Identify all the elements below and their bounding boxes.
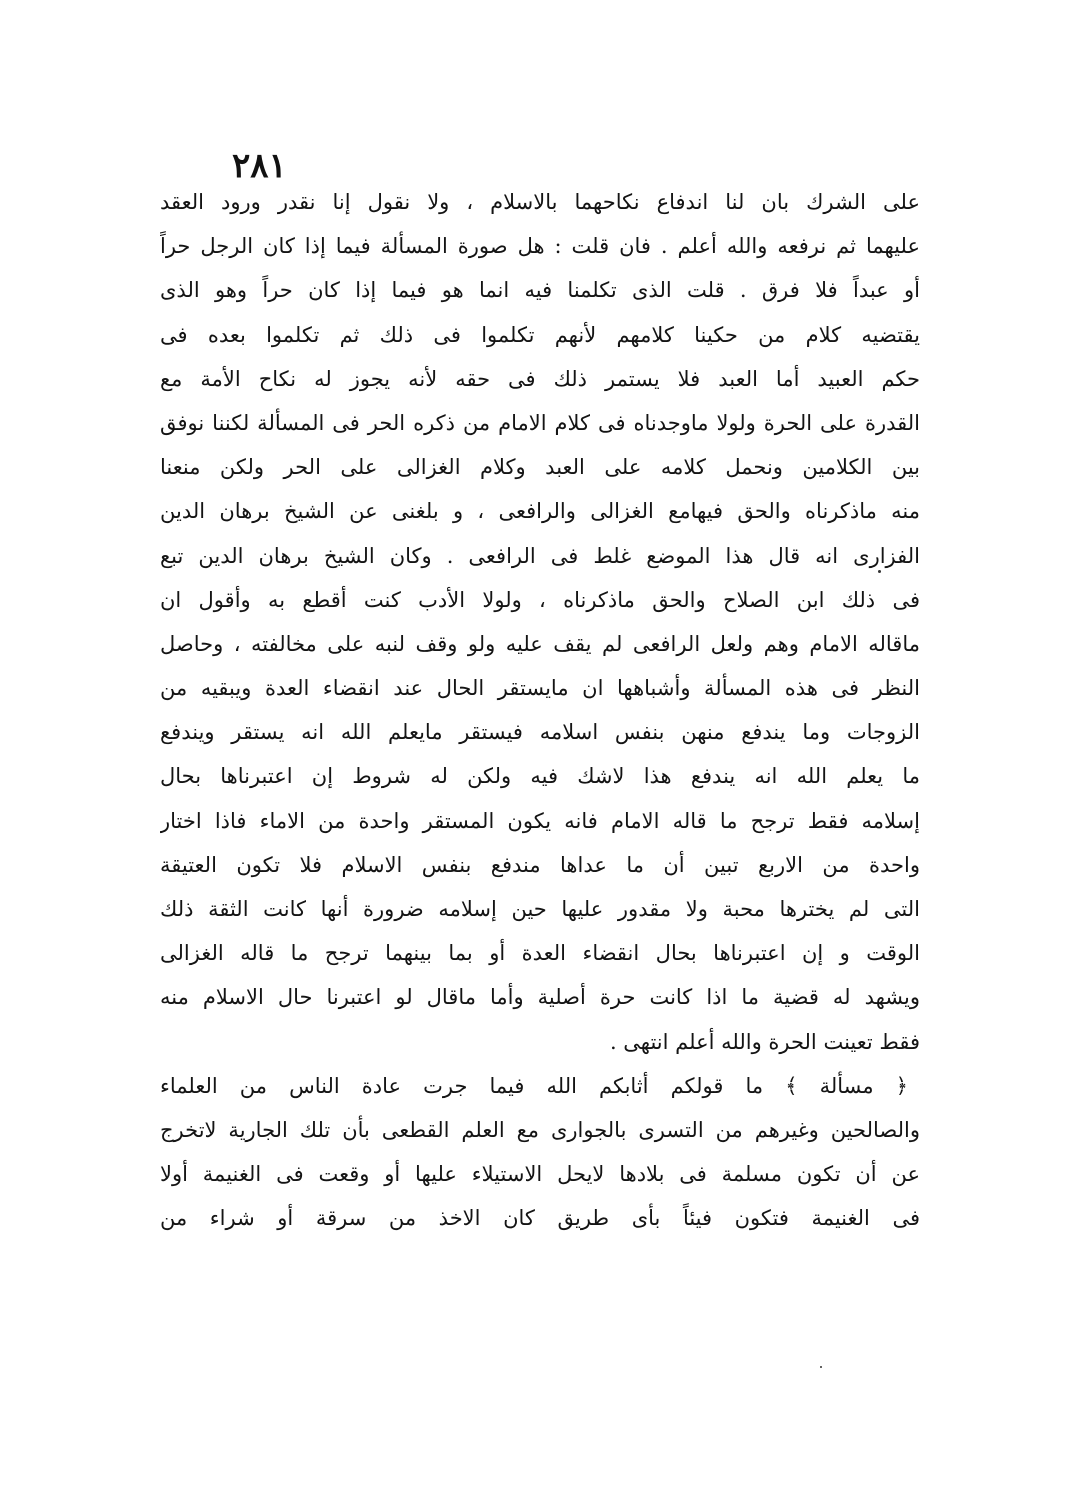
text-line: واحدة من الاربع تبين أن ما عداها مندفع بنفس الاسلام فلا تكون العتيقة [160, 852, 920, 877]
text-line: عليهما ثم نرفعه والله أعلم . فان قلت : هل صورة المسألة فيما إذا كان الرجل حراً [160, 234, 920, 259]
text-line: على الشرك بان لنا اندفاع نكاحهما بالاسلام ، ولا نقول إنا نقدر ورود العقد [160, 190, 920, 214]
text-line: فى ذلك ابن الصلاح والحق ماذكرناه ، ولولا الأدب كنت أقطع به وأقول ان [160, 587, 920, 612]
text-line: عن أن تكون مسلمة فى بلادها لايحل الاستيلاء عليها أو وقعت فى الغنيمة أولا [160, 1162, 920, 1187]
text-line-paragraph-end: فقط تعينت الحرة والله أعلم انتهى . [609, 1029, 920, 1054]
text-line: فى الغنيمة فتكون فيئاً بأى طريق كان الاخذ من سرقة أو شراء من [160, 1206, 920, 1231]
text-line: منه ماذكرناه والحق فيهامع الغزالى والرافعى ، و بلغنى عن الشيخ برهان الدين [160, 499, 920, 524]
text-line: القدرة على الحرة ولولا ماوجدناه فى كلام الامام من ذكره الحر فى المسألة لكننا نوفق [160, 410, 920, 435]
scan-speck [878, 570, 881, 573]
text-line: الفزارى انه قال هذا الموضع غلط فى الرافعى . وكان الشيخ برهان الدين تبع [160, 543, 920, 568]
text-line: حكم العبيد أما العبد فلا يستمر ذلك فى حقه لأنه يجوز له نكاح الأمة مع [160, 366, 920, 391]
text-line: ماقاله الامام وهم ولعل الرافعى لم يقف عليه ولو وقف لنبه على مخالفته ، وحاصل [160, 631, 920, 656]
text-line: يقتضيه كلام من حكينا كلامهم لأنهم تكلموا فى ذلك ثم تكلموا بعده فى [160, 322, 920, 347]
text-line: أو عبداً فلا فرق . قلت الذى تكلمنا فيه انما هو فيما إذا كان حراً وهو الذى [160, 278, 920, 303]
scan-speck [820, 1366, 822, 1368]
text-line: الزوجات وما يندفع منهن بنفس اسلامه فيستقر مايعلم الله انه يستقر ويندفع [160, 720, 920, 745]
text-line: التى لم يخترها محبة ولا مقدور عليها حين إسلامه ضرورة أنها كانت الثقة ذلك [160, 897, 920, 921]
text-line: بين الكلامين ونحمل كلامه على العبد وكلام الغزالى على الحر ولكن منعنا [160, 455, 920, 480]
text-line: إسلامه فقط ترجح ما قاله الامام فانه يكون المستقر واحدة من الاماء فاذا اختار [160, 808, 920, 833]
text-line: الوقت و إن اعتبرناها بحال انقضاء العدة أو بما بينهما ترجح ما قاله الغزالى [160, 941, 920, 966]
text-line: النظر فى هذه المسألة وأشباهها ان مايستقر الحال عند انقضاء العدة ويبقيه من [160, 676, 920, 701]
text-line: ما يعلم الله انه يندفع هذا لاشك فيه ولكن له شروط إن اعتبرناها بحال [160, 764, 920, 789]
question-heading-line: ﴿ مسألة ﴾ ما قولكم أثابكم الله فيما جرت عادة الناس من العلماء [160, 1073, 908, 1098]
text-line: والصالحين وغيرهم من التسرى بالجوارى مع العلم القطعى بأن تلك الجارية لاتخرج [160, 1117, 920, 1142]
main-text [160, 180, 920, 1241]
text-line: ويشهد له قضية ما اذا كانت حرة أصلية وأما ماقال لو اعتبرنا حال الاسلام منه [160, 985, 920, 1010]
page-number: ٢٨١ [232, 146, 287, 186]
